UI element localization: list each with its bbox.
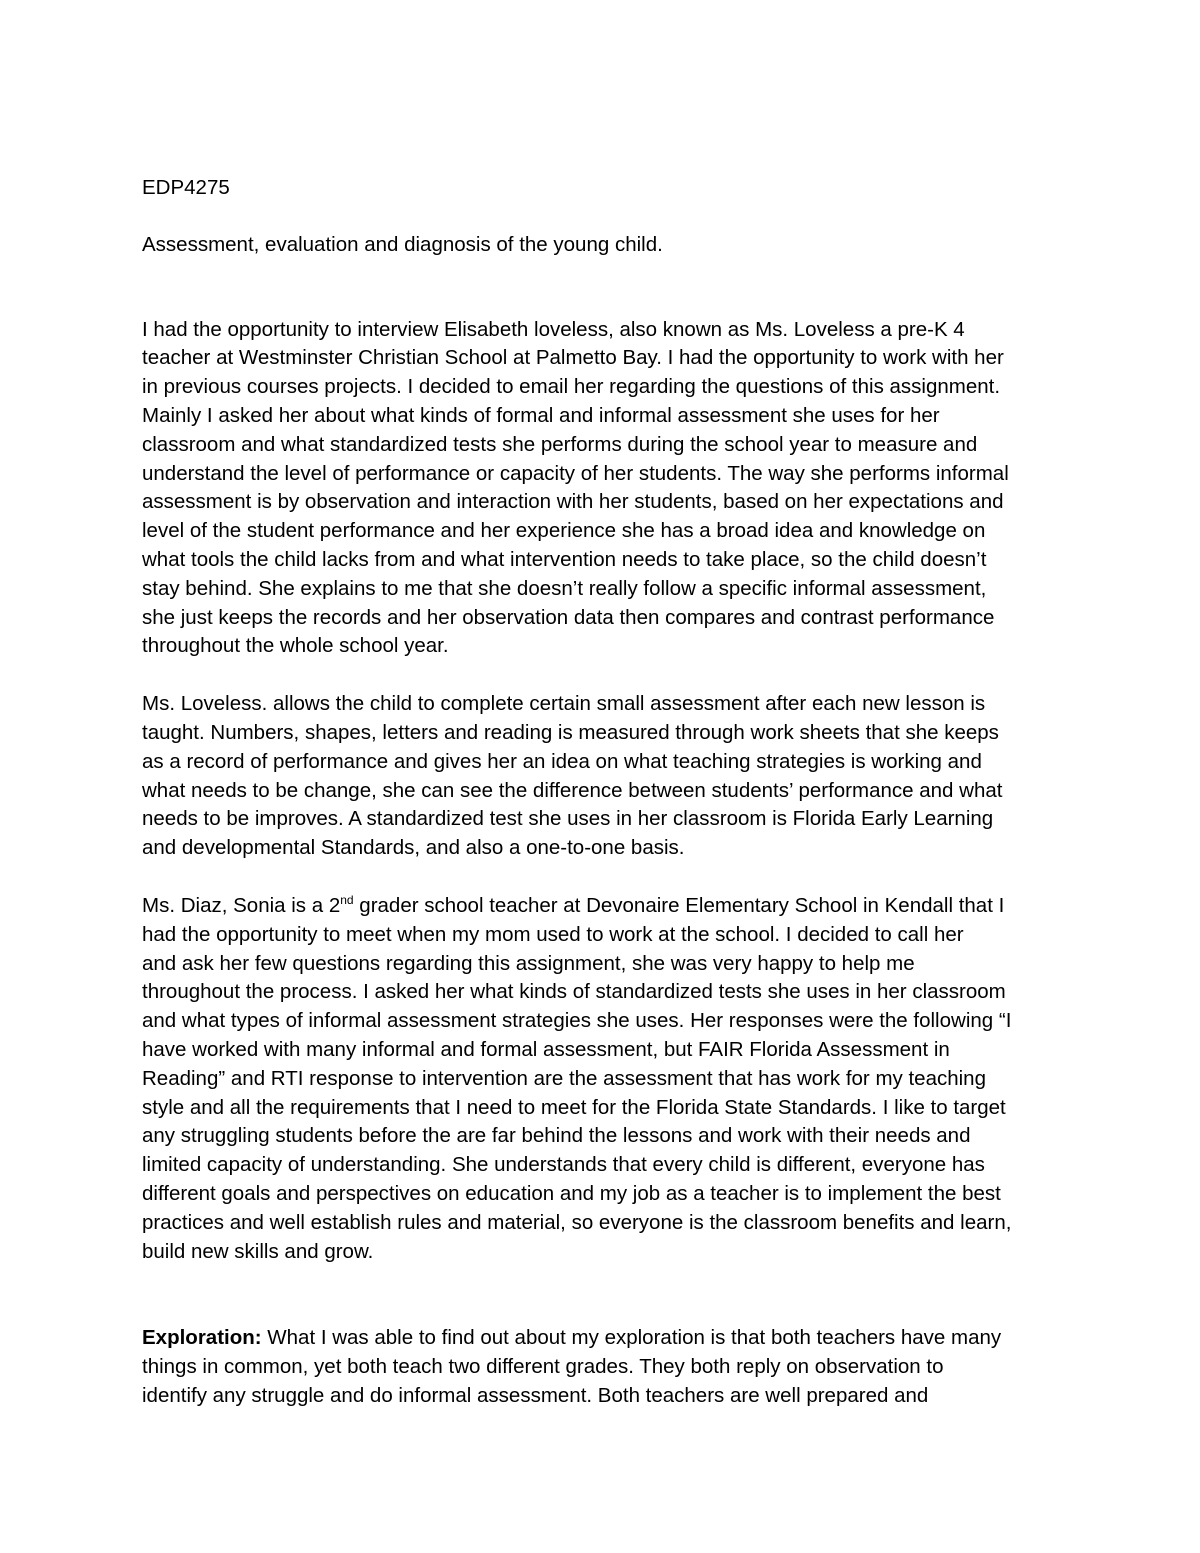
paragraph-line: level of the student performance and her experience she has a broad idea and knowledge on xyxy=(142,519,986,543)
paragraph-line: understand the level of performance or capacity of her students. The way she performs informal xyxy=(142,461,1009,485)
paragraph-line: and ask her few questions regarding this assignment, she was very happy to help me xyxy=(142,951,915,975)
paragraph-line: she just keeps the records and her observation data then compares and contrast performance xyxy=(142,605,995,629)
paragraph-2 xyxy=(142,690,1072,863)
paragraph-line: as a record of performance and gives her an idea on what teaching strategies is working and xyxy=(142,749,982,773)
paragraph-line: things in common, yet both teach two different grades. They both reply on observation to xyxy=(142,1355,944,1379)
paragraph-line: and what types of informal assessment strategies she uses. Her responses were the following “I xyxy=(142,1009,1012,1033)
exploration-line-first xyxy=(142,1324,1072,1353)
paragraph-3 xyxy=(142,892,1072,1266)
paragraph-line: throughout the whole school year. xyxy=(142,634,449,658)
paragraph-line: Mainly I asked her about what kinds of formal and informal assessment she uses for her xyxy=(142,403,940,427)
paragraph-line: identify any struggle and do informal assessment. Both teachers are well prepared and xyxy=(142,1383,929,1407)
paragraph-3-lead-rest: grader school teacher at Devonaire Elementary School in Kendall that I xyxy=(353,893,1005,917)
paragraph-line: taught. Numbers, shapes, letters and reading is measured through work sheets that she keeps xyxy=(142,720,999,744)
paragraph-line: Ms. Loveless. allows the child to complete certain small assessment after each new lesson is xyxy=(142,692,986,716)
paragraph-line: had the opportunity to meet when my mom used to work at the school. I decided to call her xyxy=(142,922,964,946)
paragraph-line: stay behind. She explains to me that she doesn’t really follow a specific informal assessment, xyxy=(142,576,987,600)
document-title: Assessment, evaluation and diagnosis of the young child. xyxy=(142,232,663,256)
paragraph-line: assessment is by observation and interaction with her students, based on her expectations and xyxy=(142,490,1004,514)
paragraph-line: throughout the process. I asked her what kinds of standardized tests she uses in her classroom xyxy=(142,980,1006,1004)
course-code: EDP4275 xyxy=(142,176,230,199)
paragraph-3-lead: Ms. Diaz, Sonia is a 2 xyxy=(142,893,341,917)
paragraph-line: Reading” and RTI response to intervention are the assessment that has work for my teaching xyxy=(142,1066,986,1090)
paragraph-line: classroom and what standardized tests she performs during the school year to measure and xyxy=(142,432,978,456)
paragraph-line-first xyxy=(142,892,1072,921)
paragraph-1 xyxy=(142,316,1072,662)
paragraph-line: limited capacity of understanding. She understands that every child is different, everyone has xyxy=(142,1153,985,1177)
paragraph-line: have worked with many informal and formal assessment, but FAIR Florida Assessment in xyxy=(142,1037,950,1061)
paragraph-line: any struggling students before the are far behind the lessons and work with their needs and xyxy=(142,1124,971,1148)
paragraph-line: I had the opportunity to interview Elisabeth loveless, also known as Ms. Loveless a pre-K 4 xyxy=(142,317,965,341)
paragraph-line: what tools the child lacks from and what intervention needs to take place, so the child doesn’t xyxy=(142,547,987,571)
exploration-first-text: What I was able to find out about my exploration is that both teachers have many xyxy=(261,1326,1002,1350)
paragraph-line: teacher at Westminster Christian School at Palmetto Bay. I had the opportunity to work with her xyxy=(142,346,1004,370)
paragraph-line: and developmental Standards, and also a one-to-one basis. xyxy=(142,836,685,860)
ordinal-superscript: nd xyxy=(340,893,354,908)
paragraph-line: build new skills and grow. xyxy=(142,1239,374,1263)
exploration-label: Exploration: xyxy=(142,1326,262,1350)
document-body xyxy=(142,174,1072,1411)
paragraph-line: needs to be improves. A standardized test she uses in her classroom is Florida Early Learning xyxy=(142,807,994,831)
paragraph-line: practices and well establish rules and material, so everyone is the classroom benefits and learn, xyxy=(142,1210,1012,1234)
paragraph-line: what needs to be change, she can see the difference between students’ performance and what xyxy=(142,778,1003,802)
exploration-section xyxy=(142,1324,1072,1410)
paragraph-line: different goals and perspectives on education and my job as a teacher is to implement the best xyxy=(142,1181,1001,1205)
paragraph-line: style and all the requirements that I need to meet for the Florida State Standards. I like to target xyxy=(142,1095,1006,1119)
paragraph-line: in previous courses projects. I decided to email her regarding the questions of this assignment. xyxy=(142,375,1001,399)
